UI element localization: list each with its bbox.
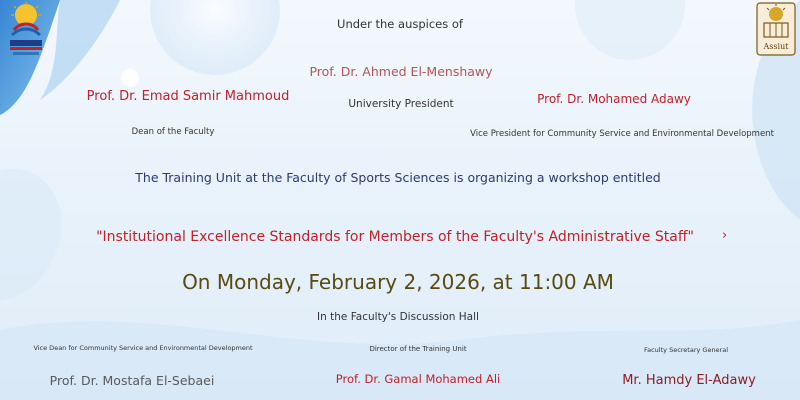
training-unit-director-title: Director of the Training Unit [369, 345, 467, 353]
workshop-intro: The Training Unit at the Faculty of Sports Sciences is organizing a workshop entitled [135, 170, 661, 185]
faculty-logo-icon [4, 2, 48, 58]
workshop-title: "Institutional Excellence Standards for Members of the Faculty's Administrative Staff" [96, 229, 694, 245]
left-mid-wave [0, 168, 62, 300]
top-right-circle [575, 0, 685, 60]
vice-dean-name: Prof. Dr. Mostafa El-Sebaei [49, 373, 215, 388]
vice-dean-title: Vice Dean for Community Service and Environmental Development [33, 344, 253, 352]
small-circle [121, 69, 139, 87]
secretary-general-title: Faculty Secretary General [643, 346, 729, 354]
secretary-general-name: Mr. Hamdy El-Adawy [622, 373, 756, 388]
vice-president-title: Vice President for Community Service and Environmental Development [470, 129, 774, 139]
dean-title: Dean of the Faculty [131, 127, 215, 137]
training-unit-director-name: Prof. Dr. Gamal Mohamed Ali [335, 372, 501, 386]
president-title: University President [348, 98, 454, 110]
university-logo-text: Assiut [763, 42, 789, 51]
event-location: In the Faculty's Discussion Hall [317, 311, 479, 323]
dean-name: Prof. Dr. Emad Samir Mahmoud [86, 89, 290, 104]
arrow-icon: › [722, 228, 728, 243]
auspices-label: Under the auspices of [337, 17, 463, 31]
event-date: On Monday, February 2, 2026, at 11:00 AM [182, 270, 614, 294]
university-logo-icon [756, 2, 796, 56]
president-name: Prof. Dr. Ahmed El-Menshawy [309, 64, 493, 79]
vice-president-name: Prof. Dr. Mohamed Adawy [537, 92, 691, 106]
top-circle [150, 0, 280, 75]
